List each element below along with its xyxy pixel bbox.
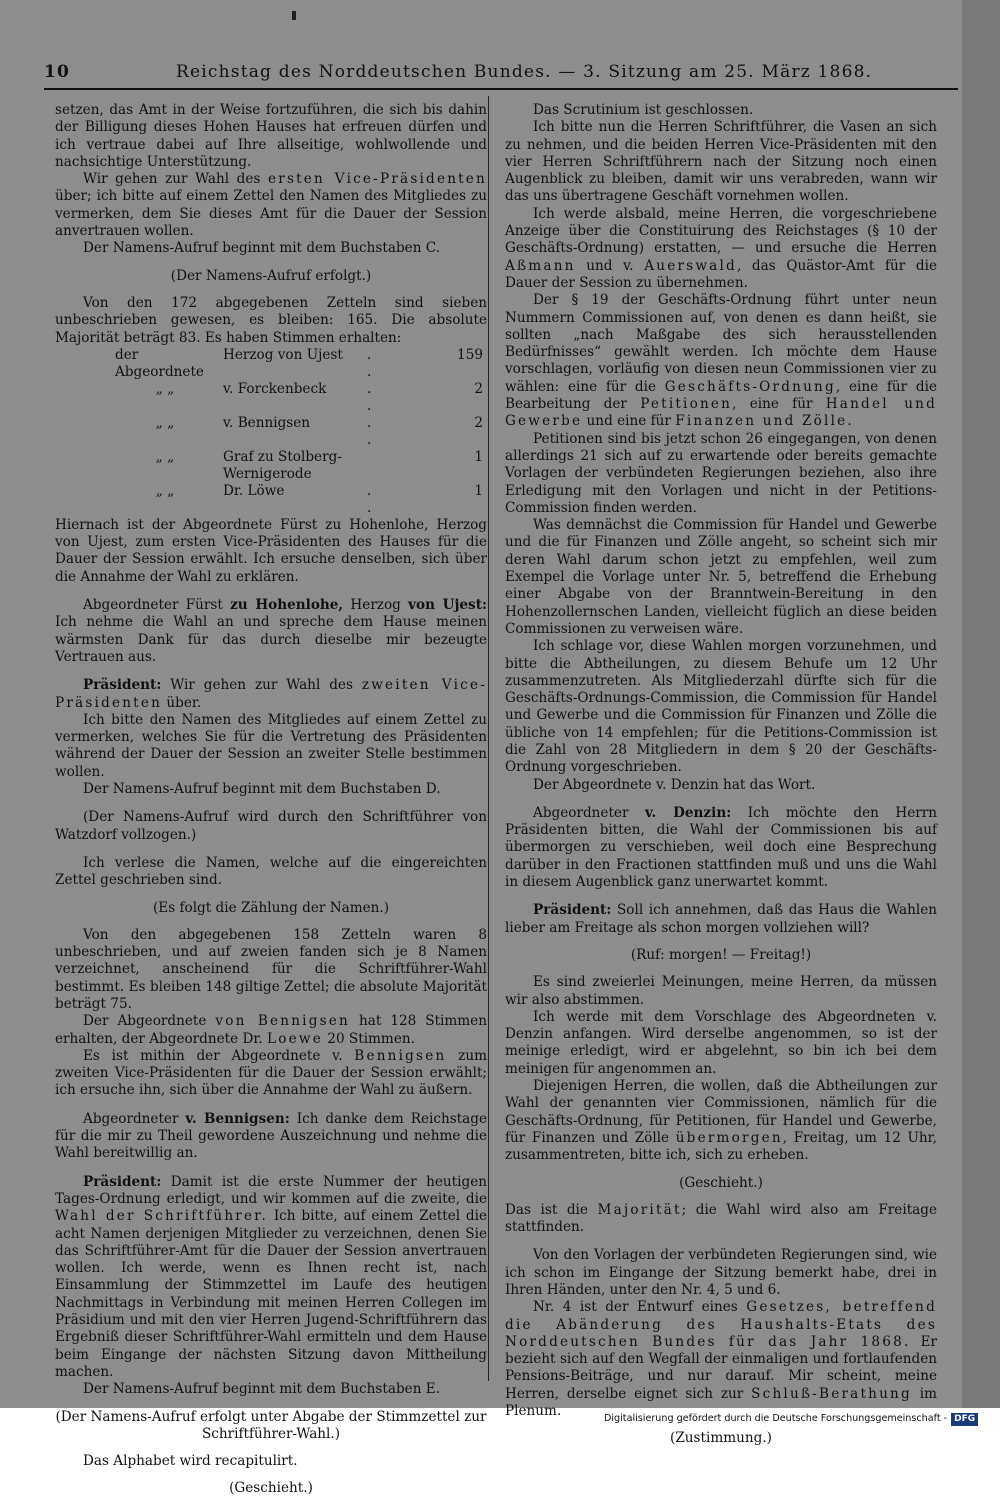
paragraph: Von den abgegebenen 158 Zetteln waren 8 unbeschrieben, und auf zweien fanden sich je 8 Namen verzeichnet, anscheinend für die Schriftführer-Wahl bestimmt. Es bleiben 148 giltige Zettel; die absolute Majorität beträgt 75. <box>55 926 487 1012</box>
paragraph: setzen, das Amt in der Weise fortzuführen, die sich bis dahin der Billigung dieses Hohen Hauses hat erfreuen dürfen und ich vertraue dabei auf Ihre allseitige, wohlwollende und nachsichtige Unterstützung. <box>55 102 487 170</box>
paragraph: Das ist die Majorität; die Wahl wird also am Freitage stattfinden. <box>505 1201 938 1236</box>
paragraph: Diejenigen Herren, die wollen, daß die Abtheilungen zur Wahl der genannten vier Commissionen, nämlich für die Geschäfts-Ordnung, für Petitionen, für Handel und Gewerbe, für Finanzen und Zölle übermorgen, Freitag, um 12 Uhr, zusammentreten, bitte ich, sich zu erheben. <box>505 1078 937 1164</box>
paragraph: Der Namens-Aufruf beginnt mit dem Buchstaben C. <box>83 240 441 257</box>
paragraph: Ich verlese die Namen, welche auf die eingereichten Zettel geschrieben sind. <box>55 854 487 889</box>
vote-table <box>111 347 487 517</box>
vote-row: „ „ v. Bennigsen . . 2 <box>155 414 483 448</box>
paragraph: Es sind zweierlei Meinungen, meine Herren, da müssen wir also abstimmen. <box>505 974 937 1008</box>
page-header <box>44 62 954 86</box>
stage-direction: (Zustimmung.) <box>670 1430 772 1447</box>
digitization-credit <box>604 1413 998 1429</box>
stage-direction: (Der Namens-Aufruf wird durch den Schriftführer von Watzdorf vollzogen.) <box>55 809 487 843</box>
speech: Präsident: Damit ist die erste Nummer der heutigen Tages-Ordnung erledigt, und wir kommen auf die zweite, die Wahl der Schriftführer. Ich bitte, auf einem Zettel die acht Namen derjenigen Mitglieder zu verzeichnen, denen Sie das Schriftführer-Amt für die Dauer der Session anvertrauen wollen. Ich werde, wenn es Ihnen recht ist, nach Einsammlung der Stimmzettel im Laufe des heutigen Nachmittags in Verbindung mit meinen Herren Collegen im Präsidium und mit den vier Herren Jugend-Schriftführern das Ergebniß dieser Schriftführer-Wahl ermitteln und dem Hause beim Eingange der nächsten Sitzung davon Mittheilung machen. <box>55 1173 487 1380</box>
vote-row: „ „ Graf zu Stolberg-Wernigerode 1 <box>155 448 483 482</box>
paragraph: Von den 172 abgegebenen Zetteln sind sieben unbeschrieben gewesen, es bleiben: 165. Die absolute Majorität beträgt 83. Es haben Stimmen erhalten: <box>55 294 487 346</box>
paragraph: Petitionen sind bis jetzt schon 26 eingegangen, von denen allerdings 21 sich auf zu erwartende oder bereits gemachte Vorlagen der verbündeten Regierungen beziehen, also ihre Erledigung mit den Vorlagen und nicht in der Petitions-Commission finden werden. <box>505 430 937 516</box>
stage-direction: (Geschieht.) <box>679 1174 763 1191</box>
stage-direction: (Ruf: morgen! — Freitag!) <box>630 946 812 963</box>
dfg-logo: DFG <box>951 1413 978 1426</box>
stage-direction: (Der Namens-Aufruf erfolgt unter Abgabe der Stimmzettel zur Schriftführer-Wahl.) <box>55 1408 487 1442</box>
stage-direction: (Es folgt die Zählung der Namen.) <box>152 899 390 916</box>
speech: Abgeordneter Fürst zu Hohenlohe, Herzog von Ujest: Ich nehme die Wahl an und spreche dem Hause meinen wärmsten Dank für das durch dieselbe mir bezeugte Vertrauen aus. <box>55 597 487 665</box>
page-number: 10 <box>44 62 71 82</box>
paragraph: Nr. 4 ist der Entwurf eines Gesetzes, betreffend die Abänderung des Haushalts-Etats des Norddeutschen Bundes für das Jahr 1868. Er bezieht sich auf den Wegfall der einmaligen und fortlaufenden Pensions-Beiträge, und nur darauf. Mir scheint, meine Herren, derselbe eignet sich zur Schluß-Berathung im Plenum. <box>505 1299 937 1420</box>
page-edge-shadow <box>962 0 1000 1408</box>
header-rule <box>44 88 958 90</box>
paragraph: Der Abgeordnete v. Denzin hat das Wort. <box>533 776 816 793</box>
paragraph: Ich werde alsbald, meine Herren, die vorgeschriebene Anzeige über die Constituirung des Reichstages (§ 10 der Geschäfts-Ordnung) erstatten, — und ersuche die Herren Aßmann und v. Auerswald, das Quästor-Amt für die Dauer der Session zu übernehmen. <box>505 205 938 291</box>
paragraph: Es ist mithin der Abgeordnete v. Bennigsen zum zweiten Vice-Präsidenten für die Dauer der Session erwählt; ich ersuche ihn, sich über die Annahme der Wahl zu äußern. <box>55 1047 487 1099</box>
scan-speck <box>292 11 296 20</box>
paragraph: Das Scrutinium ist geschlossen. <box>533 102 754 118</box>
paragraph: Ich bitte nun die Herren Schriftführer, die Vasen an sich zu nehmen, und die beiden Herren Vice-Präsidenten mit den vier Herren Schriftführern nach der Sitzung noch einen Augenblick zu bleiben, damit wir uns verabreden, wann wir das uns übertragene Geschäft vornehmen wollen. <box>505 119 937 205</box>
paragraph: Der Namens-Aufruf beginnt mit dem Buchstaben D. <box>83 781 441 798</box>
paragraph: Von den Vorlagen der verbündeten Regierungen sind, wie ich schon im Eingange der Sitzung bemerkt habe, drei in Ihren Händen, unter den Nr. 4, 5 und 6. <box>505 1247 937 1298</box>
paragraph: Der Namens-Aufruf beginnt mit dem Buchstaben E. <box>83 1381 441 1398</box>
right-column <box>505 102 937 1458</box>
vote-row: der Abgeordnete Herzog von Ujest . . 159 <box>115 346 483 380</box>
paragraph: Ich schlage vor, diese Wahlen morgen vorzunehmen, und bitte die Abtheilungen, zu diesem Behufe um 12 Uhr zusammenzutreten. Als Mitgliederzahl dürfte sich für die Geschäfts-Ordnungs-Commission, die Commission für Handel und Gewerbe und die Commission für Finanzen und Zölle die übliche von 14 empfehlen; für die Petitions-Commission ist die Zahl von 28 Mitgliedern in dem § 20 der Geschäfts-Ordnung vorgeschrieben. <box>505 638 937 776</box>
speaker-label: Präsident: <box>83 677 162 694</box>
vote-row: „ „ Dr. Löwe . . 1 <box>155 482 483 516</box>
paragraph: Ich bitte den Namen des Mitgliedes auf einem Zettel zu vermerken, welches Sie für die Vertretung des Präsidenten während der Dauer der Session an zweiter Stelle bestimmen wollen. <box>55 711 487 780</box>
speech: Abgeordneter v. Bennigsen: Ich danke dem Reichstage für die mir zu Theil gewordene Auszeichnung und nehme die Wahl bereitwillig an. <box>55 1110 487 1162</box>
speech: Abgeordneter v. Denzin: Ich möchte den Herrn Präsidenten bitten, die Wahl der Commissionen bis auf übermorgen zu verschieben, weil doch eine Besprechung darüber in den Fractionen stattfinden muß und uns die Wahl in diesem Augenblick ganz unerwartet kommt. <box>505 804 937 891</box>
vote-row: „ „ v. Forckenbeck . . 2 <box>155 380 483 414</box>
left-column <box>55 102 487 1508</box>
running-title: Reichstag des Norddeutschen Bundes. — 3. Sitzung am 25. März 1868. <box>176 62 873 82</box>
credit-text: Digitalisierung gefördert durch die Deutsche Forschungsgemeinschaft - <box>604 1413 948 1424</box>
speech: Präsident: Wir gehen zur Wahl des zweiten Vice-Präsidenten über. <box>55 677 487 711</box>
paragraph: Der Abgeordnete von Bennigsen hat 128 Stimmen erhalten, der Abgeordnete Dr. Loewe 20 Stimmen. <box>55 1013 487 1047</box>
stage-direction: (Der Namens-Aufruf erfolgt.) <box>170 267 372 284</box>
stage-direction: (Geschieht.) <box>229 1480 313 1497</box>
column-divider <box>488 96 489 1381</box>
paragraph: Was demnächst die Commission für Handel und Gewerbe und die für Finanzen und Zölle angeht, so scheint sich mir deren Wahl darum schon jetzt zu empfehlen, weil zum Exempel die Vorlage unter Nr. 5, betreffend die Erhebung einer Abgabe von der Branntwein-Bereitung in den Hohenzollernschen Landen, vielleicht füglich an diese beiden Commissionen zu verweisen wäre. <box>505 517 937 637</box>
paragraph: Hiernach ist der Abgeordnete Fürst zu Hohenlohe, Herzog von Ujest, zum ersten Vice-Präsidenten des Hauses für die Dauer der Session erwählt. Ich ersuche denselben, sich über die Annahme der Wahl zu erklären. <box>55 516 487 585</box>
speaker-label: Präsident: <box>83 1173 162 1190</box>
paragraph: Das Alphabet wird recapitulirt. <box>83 1453 298 1470</box>
paragraph: Der § 19 der Geschäfts-Ordnung führt unter neun Nummern Commissionen auf, von denen es dann heißt, sie sollten „nach Maßgabe des sich herausstellenden Bedürfnisses“ gewählt werden. Ich möchte dem Hause vorschlagen, vorläufig von diesen neun Commissionen vier zu wählen: eine für die Geschäfts-Ordnung, eine für die Bearbeitung der Petitionen, eine für Handel und Gewerbe und eine für Finanzen und Zölle. <box>505 292 938 430</box>
speaker-label: Präsident: <box>533 902 612 919</box>
paragraph: Wir gehen zur Wahl des ersten Vice-Präsidenten über; ich bitte auf einem Zettel den Namen des Mitgliedes zu vermerken, dem Sie dieses Amt für die Dauer der Session anvertrauen wollen. <box>55 171 488 240</box>
paragraph: Ich werde mit dem Vorschlage des Abgeordneten v. Denzin anfangen. Wird derselbe angenommen, so ist der meinige erledigt, wird er abgelehnt, so bin ich bei dem meinigen für angenommen an. <box>505 1008 937 1077</box>
speech: Präsident: Soll ich annehmen, daß das Haus die Wahlen lieber am Freitage als schon morgen vollziehen will? <box>505 902 937 936</box>
